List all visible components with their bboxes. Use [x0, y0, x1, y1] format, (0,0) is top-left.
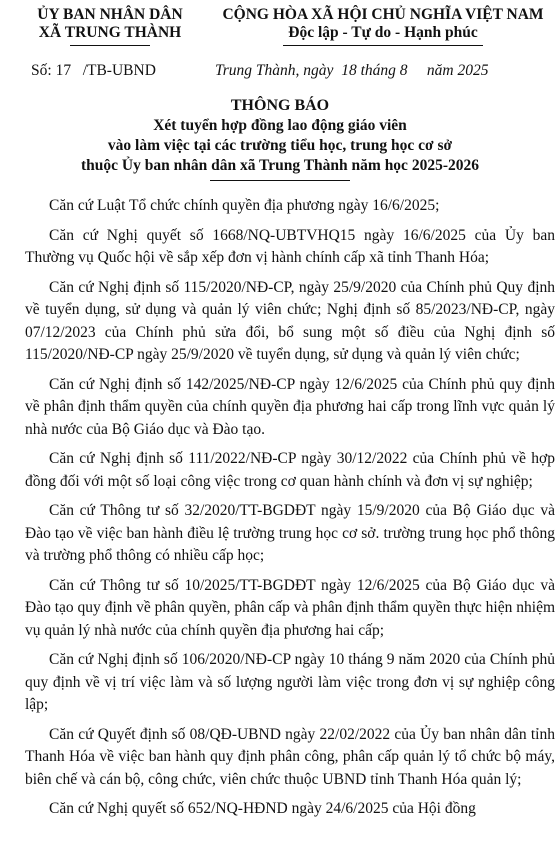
- motto-underline: [283, 45, 483, 46]
- nation-title: CỘNG HÒA XÃ HỘI CHỦ NGHĨA VIỆT NAM: [222, 6, 544, 23]
- notice-underline: [210, 180, 350, 181]
- number-suffix: /TB-UBND: [82, 62, 156, 79]
- date-day: 18: [341, 62, 357, 79]
- motto-line: Độc lập - Tự do - Hạnh phúc: [288, 24, 478, 41]
- notice-subtitle-3: thuộc Ủy ban nhân dân xã Trung Thành năm học 2025-2026: [81, 157, 479, 174]
- notice-title: THÔNG BÁO: [230, 97, 330, 114]
- date-month: 8: [399, 62, 408, 79]
- legal-basis-paragraph: Căn cứ Thông tư số 32/2020/TT-BGDĐT ngày 15/9/2020 của Bộ Giáo dục và Đào tạo về việc ban hành điều lệ trường trung học cơ sở. trường trung học phổ thông và trường phổ thông có nhiều cấp học;: [25, 502, 555, 564]
- notice-heading: [0, 96, 560, 181]
- legal-basis-paragraph: Căn cứ Nghị định số 142/2025/NĐ-CP ngày 12/6/2025 của Chính phủ quy định về phân định thẩm quyền của chính quyền địa phương hai cấp trong lĩnh vực quản lý nhà nước của Bộ Giáo dục và Đào tạo.: [25, 375, 555, 438]
- legal-basis-paragraph: Căn cứ Nghị định số 106/2020/NĐ-CP ngày 10 tháng 9 năm 2020 của Chính phủ quy định về vị trí việc làm và số lượng người làm việc trong đơn vị sự nghiệp công lập;: [25, 651, 555, 713]
- notice-subtitle-1: Xét tuyển hợp đồng lao động giáo viên: [153, 117, 407, 134]
- authority-line-2: XÃ TRUNG THÀNH: [38, 24, 182, 41]
- legal-basis-paragraph: Căn cứ Luật Tổ chức chính quyền địa phương ngày 16/6/2025;: [49, 197, 440, 214]
- document-body: [25, 195, 555, 828]
- national-motto: [208, 6, 558, 46]
- authority-line-1: ỦY BAN NHÂN DÂN: [37, 6, 183, 23]
- document-meta: [0, 62, 560, 84]
- legal-basis-paragraph: Căn cứ Quyết định số 08/QĐ-UBND ngày 22/02/2022 của Ủy ban nhân dân tỉnh Thanh Hóa về việc ban hành quy định phân công, phân cấp quản lý tổ chức bộ máy, biên chế và cán bộ, công chức, viên chức thuộc UBND tỉnh Thanh Hóa quản lý;: [25, 725, 555, 788]
- legal-basis-paragraph: Căn cứ Nghị định số 111/2022/NĐ-CP ngày 30/12/2022 của Chính phủ về hợp đồng đối với một số loại công việc trong cơ quan hành chính và đơn vị sự nghiệp;: [25, 450, 555, 490]
- place-date: [215, 62, 488, 80]
- legal-basis-paragraph: Căn cứ Nghị quyết số 652/NQ-HĐND ngày 24/6/2025 của Hội đồng: [49, 800, 476, 817]
- notice-subtitle-2: vào làm việc tại các trường tiểu học, trung học cơ sở: [107, 137, 453, 154]
- number-value: 17: [55, 62, 72, 79]
- legal-basis-paragraph: Căn cứ Nghị quyết số 1668/NQ-UBTVHQ15 ngày 16/6/2025 của Ủy ban Thường vụ Quốc hội về sắp xếp đơn vị hành chính cấp xã tỉnh Thanh Hóa;: [25, 226, 555, 266]
- number-label: Số:: [31, 62, 52, 79]
- place-label: Trung Thành, ngày: [215, 62, 334, 79]
- document-number: [31, 62, 156, 80]
- year-label: năm 2025: [426, 62, 489, 79]
- legal-basis-paragraph: Căn cứ Nghị định số 115/2020/NĐ-CP, ngày 25/9/2020 của Chính phủ Quy định về tuyển dụng, sử dụng và quản lý viên chức; Nghị định số 85/2023/NĐ-CP, ngày 07/12/2023 của Chính phủ sửa đổi, bổ sung một số điều của Nghị định số 115/2020/NĐ-CP ngày 25/9/2020 về tuyển dụng, sử dụng và quản lý viên chức;: [25, 278, 555, 363]
- issuing-authority: [10, 6, 210, 46]
- month-label: tháng: [360, 62, 396, 79]
- legal-basis-paragraph: Căn cứ Thông tư số 10/2025/TT-BGDĐT ngày 12/6/2025 của Bộ Giáo dục và Đào tạo quy định về phân quyền, phân cấp và phân định thẩm quyền thực hiện nhiệm vụ quản lý nhà nước của chính quyền địa phương hai cấp;: [25, 576, 555, 639]
- authority-underline: [70, 45, 150, 46]
